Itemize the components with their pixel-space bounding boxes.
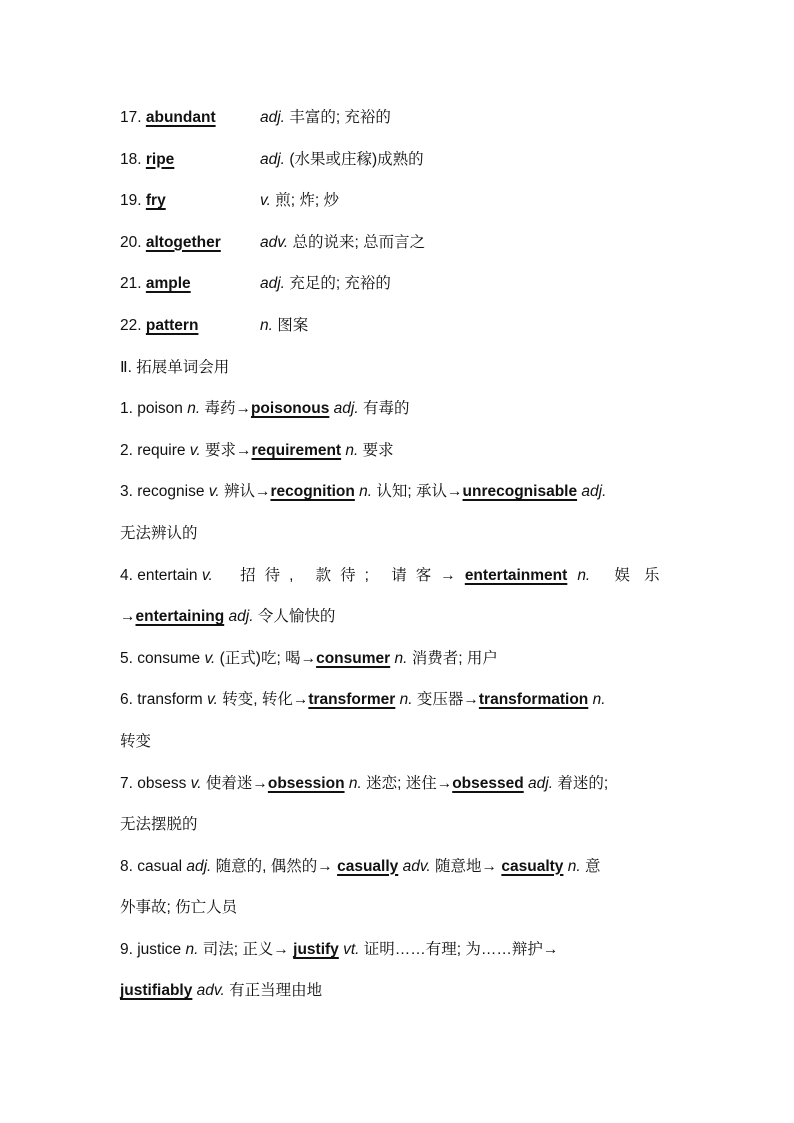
ext-item-8: 8. casual adj. 随意的, 偶然的→ casually adv. 随意地→ casualty n. 意: [120, 857, 601, 875]
ext-item-9-cont: justifiably adv. 有正当理由地: [120, 982, 323, 1000]
answer-word: casually: [337, 857, 399, 875]
ext-item-6: 6. transform v. 转变, 转化→transformer n. 变压器→transformation n.: [120, 691, 606, 709]
ext-item-3-cont: 无法辨认的: [120, 524, 198, 542]
ext-item-4: 4. entertain v. 招待, 款待; 请客→entertainment n. 娱乐: [120, 566, 674, 584]
answer-word: unrecognisable: [462, 483, 578, 501]
ext-item-3: 3. recognise v. 辨认→recognition n. 认知; 承认→unrecognisable adj.: [120, 483, 607, 501]
section-title: Ⅱ. 拓展单词会用: [120, 358, 230, 376]
vocab-item-21: 21. ample adj. 充足的; 充裕的: [120, 275, 391, 293]
ext-item-2: 2. require v. 要求→requirement n. 要求: [120, 441, 394, 459]
vocab-word: altogether: [145, 233, 221, 251]
answer-word: obsession: [267, 774, 345, 792]
answer-word: transformer: [308, 691, 396, 709]
answer-word: entertainment: [464, 566, 568, 584]
vocab-item-20: 20. altogether adv. 总的说来; 总而言之: [120, 233, 426, 251]
vocab-word: pattern: [145, 316, 199, 334]
answer-word: requirement: [251, 441, 342, 459]
ext-item-4-cont: →entertaining adj. 令人愉快的: [120, 608, 336, 626]
vocab-word: ripe: [145, 150, 175, 168]
ext-item-7: 7. obsess v. 使着迷→obsession n. 迷恋; 迷住→obsessed adj. 着迷的;: [120, 774, 609, 792]
document-page: [120, 101, 680, 1016]
answer-word: obsessed: [452, 774, 524, 792]
answer-word: entertaining: [135, 608, 225, 626]
answer-word: recognition: [270, 483, 355, 501]
answer-word: consumer: [316, 649, 391, 667]
ext-item-6-cont: 转变: [120, 732, 152, 750]
vocab-item-22: 22. pattern n. 图案: [120, 316, 309, 334]
vocab-word: ample: [145, 275, 191, 293]
answer-word: transformation: [478, 691, 589, 709]
vocab-item-17: 17. abundant adj. 丰富的; 充裕的: [120, 109, 391, 126]
ext-item-1: 1. poison n. 毒药→poisonous adj. 有毒的: [120, 400, 410, 418]
ext-item-9: 9. justice n. 司法; 正义→ justify vt. 证明……有理; 为……辩护→: [120, 940, 559, 958]
answer-word: justifiably: [120, 982, 193, 1000]
ext-item-5: 5. consume v. (正式)吃; 喝→consumer n. 消费者; 用户: [120, 649, 498, 667]
vocab-word: abundant: [145, 109, 216, 126]
ext-item-8-cont: 外事故; 伤亡人员: [120, 899, 238, 917]
vocab-item-19: 19. fry v. 煎; 炸; 炒: [120, 192, 339, 210]
answer-word: poisonous: [250, 400, 330, 418]
vocab-word: fry: [145, 192, 166, 210]
answer-word: casualty: [501, 857, 564, 875]
vocab-item-18: 18. ripe adj. (水果或庄稼)成熟的: [120, 150, 424, 168]
answer-word: justify: [293, 940, 339, 958]
ext-item-7-cont: 无法摆脱的: [120, 816, 198, 834]
